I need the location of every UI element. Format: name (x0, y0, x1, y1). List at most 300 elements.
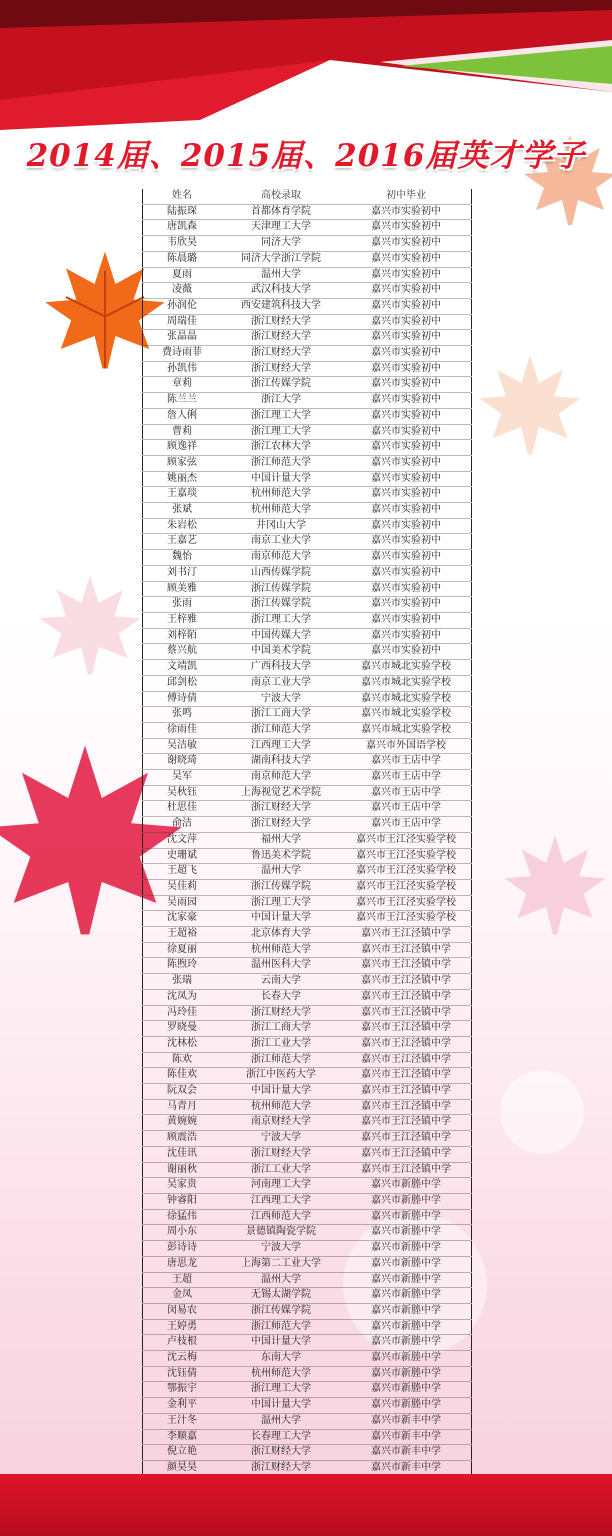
student-name: 沈凤为 (167, 990, 197, 1002)
middle-school: 嘉兴市实验初中 (371, 566, 441, 578)
student-name: 钟睿阳 (167, 1195, 197, 1206)
table-row (143, 455, 472, 471)
table-row (143, 660, 472, 676)
university: 同济大学浙江学院 (241, 252, 321, 264)
student-name: 王婷勇 (167, 1320, 197, 1332)
university: 浙江传媒学院 (251, 1304, 311, 1316)
middle-school: 嘉兴市王江泾镇中学 (361, 1022, 451, 1034)
middle-school: 嘉兴市王江泾镇中学 (361, 928, 451, 940)
university: 西安建筑科技大学 (241, 299, 321, 311)
table-row (143, 848, 472, 864)
table-row (143, 879, 472, 895)
student-name: 吴雨园 (167, 896, 197, 908)
middle-school: 嘉兴市王江泾实验学校 (356, 896, 456, 908)
student-name: 沈家豪 (167, 912, 197, 924)
university: 浙江理工大学 (251, 409, 311, 421)
table-header-row (143, 189, 472, 204)
table-row (143, 1052, 472, 1068)
student-name: 费诗雨菲 (162, 347, 202, 359)
university: 浙江师范大学 (251, 1320, 311, 1332)
table-row (143, 503, 472, 519)
table-row (143, 754, 472, 770)
student-name: 李顺嘉 (167, 1430, 197, 1442)
middle-school: 嘉兴市城北实验学校 (361, 708, 451, 720)
university: 长春理工大学 (251, 1430, 311, 1442)
university: 浙江财经大学 (251, 1147, 311, 1159)
university: 浙江工商大学 (251, 708, 311, 720)
header-university: 高校录取 (261, 190, 301, 201)
middle-school: 嘉兴市实验初中 (371, 394, 441, 406)
bottom-banner (0, 1474, 612, 1536)
university: 杭州师范大学 (251, 1367, 311, 1379)
middle-school: 嘉兴市王江泾镇中学 (361, 990, 451, 1002)
middle-school: 嘉兴市王江泾实验学校 (356, 865, 456, 877)
university: 浙江财经大学 (251, 331, 311, 343)
university: 浙江师范大学 (251, 723, 311, 735)
university: 景德镇陶瓷学院 (246, 1226, 316, 1238)
university: 浙江财经大学 (251, 818, 311, 830)
student-name: 沈佳讯 (167, 1147, 197, 1159)
middle-school: 嘉兴市实验初中 (371, 456, 441, 468)
student-name: 张斌 (172, 504, 192, 516)
student-name: 王嘉艺 (167, 535, 197, 547)
table-row (143, 1099, 472, 1115)
middle-school: 嘉兴市实验初中 (371, 268, 441, 280)
table-row (143, 518, 472, 534)
student-name: 徐夏丽 (167, 943, 197, 955)
table-row (143, 1146, 472, 1162)
middle-school: 嘉兴市王江泾镇中学 (361, 1069, 451, 1081)
middle-school: 嘉兴市新塍中学 (371, 1210, 441, 1222)
student-name: 顾震浩 (167, 1132, 197, 1144)
middle-school: 嘉兴市新丰中学 (371, 1414, 441, 1426)
middle-school: 嘉兴市实验初中 (371, 535, 441, 547)
university: 杭州师范大学 (251, 1100, 311, 1112)
student-name: 陈兰兰 (167, 394, 197, 406)
table-row (143, 1382, 472, 1398)
student-name: 沈钰倩 (167, 1367, 197, 1379)
table-row (143, 534, 472, 550)
student-name: 吴秋钰 (167, 786, 197, 798)
middle-school: 嘉兴市实验初中 (371, 409, 441, 421)
student-name: 史珊斌 (167, 849, 197, 861)
middle-school: 嘉兴市王江泾实验学校 (356, 912, 456, 924)
table-row (143, 801, 472, 817)
middle-school: 嘉兴市新塍中学 (371, 1336, 441, 1348)
middle-school: 嘉兴市王店中学 (371, 818, 441, 830)
table-row (143, 408, 472, 424)
table-row (143, 220, 472, 236)
table-row (143, 770, 472, 786)
table-row (143, 612, 472, 628)
student-name: 吴军 (172, 771, 192, 783)
middle-school: 嘉兴市实验初中 (371, 504, 441, 516)
student-name: 曹莉 (172, 425, 192, 437)
student-name: 沈林松 (167, 1037, 197, 1049)
middle-school: 嘉兴市王店中学 (371, 755, 441, 767)
table-row (143, 487, 472, 503)
university: 井冈山大学 (256, 519, 306, 531)
student-name: 唐思龙 (167, 1257, 197, 1269)
middle-school: 嘉兴市实验初中 (371, 582, 441, 594)
table-row (143, 393, 472, 409)
university: 杭州师范大学 (251, 488, 311, 500)
student-name: 王超 (172, 1273, 192, 1285)
university: 江西师范大学 (251, 1210, 311, 1222)
middle-school: 嘉兴市新丰中学 (371, 1461, 441, 1473)
university: 中国计量大学 (251, 1336, 311, 1348)
university: 中国计量大学 (251, 912, 311, 924)
student-name: 金凤 (172, 1289, 192, 1301)
student-name: 顾家弦 (167, 456, 197, 468)
maple-leaf-pink-icon (500, 830, 610, 940)
table-row (143, 1319, 472, 1335)
maple-leaf-pale-icon (30, 570, 150, 680)
middle-school: 嘉兴市实验初中 (371, 645, 441, 657)
middle-school: 嘉兴市王江泾镇中学 (361, 959, 451, 971)
table-row (143, 283, 472, 299)
student-name: 吴佳莉 (167, 880, 197, 892)
university: 南京工业大学 (251, 676, 311, 688)
student-name: 魏怡 (172, 551, 192, 563)
student-name: 冯玲佳 (167, 1006, 197, 1018)
middle-school: 嘉兴市新塍中学 (371, 1352, 441, 1364)
student-name: 王梓雅 (167, 613, 197, 625)
table-row (143, 738, 472, 754)
student-name: 周小东 (167, 1226, 197, 1238)
table-row (143, 675, 472, 691)
table-row (143, 1398, 472, 1414)
middle-school: 嘉兴市实验初中 (371, 441, 441, 453)
university: 浙江理工大学 (251, 1383, 311, 1395)
middle-school: 嘉兴市王江泾镇中学 (361, 975, 451, 987)
table-row (143, 722, 472, 738)
university: 浙江理工大学 (251, 425, 311, 437)
university: 浙江师范大学 (251, 1053, 311, 1065)
middle-school: 嘉兴市实验初中 (371, 347, 441, 359)
table-row (143, 1209, 472, 1225)
university: 浙江工业大学 (251, 1163, 311, 1175)
student-name: 陈佳欢 (167, 1069, 197, 1081)
table-row (143, 251, 472, 267)
table-row (143, 1445, 472, 1461)
middle-school: 嘉兴市王江泾镇中学 (361, 1163, 451, 1175)
student-name: 韦欣昊 (167, 237, 197, 249)
table-row (143, 204, 472, 220)
student-name: 罗晓曼 (167, 1022, 197, 1034)
table-row (143, 927, 472, 943)
university: 温州大学 (261, 1273, 301, 1285)
university: 湖南科技大学 (251, 755, 311, 767)
university: 浙江理工大学 (251, 613, 311, 625)
student-name: 顾美雅 (167, 582, 197, 594)
table-row (143, 691, 472, 707)
table-row (143, 1036, 472, 1052)
student-name: 孙凯伟 (167, 362, 197, 374)
middle-school: 嘉兴市新塍中学 (371, 1304, 441, 1316)
university: 福州大学 (261, 833, 301, 845)
student-name: 俞洁 (172, 818, 192, 830)
student-name: 张雨 (172, 598, 192, 610)
university: 浙江传媒学院 (251, 880, 311, 892)
middle-school: 嘉兴市实验初中 (371, 378, 441, 390)
table-row (143, 1194, 472, 1210)
middle-school: 嘉兴市王江泾镇中学 (361, 1037, 451, 1049)
university: 南京工业大学 (251, 535, 311, 547)
university: 浙江财经大学 (251, 1461, 311, 1473)
university: 江西理工大学 (251, 1195, 311, 1206)
table-row (143, 1005, 472, 1021)
university: 杭州师范大学 (251, 943, 311, 955)
student-name: 金利平 (167, 1399, 197, 1411)
university: 江西理工大学 (251, 739, 311, 751)
middle-school: 嘉兴市王江泾镇中学 (361, 1116, 451, 1128)
bubble-icon (498, 1068, 586, 1156)
student-name: 夏雨 (172, 268, 192, 280)
poster-title: 2014届、2015届、2016届英才学子 (26, 138, 586, 174)
middle-school: 嘉兴市王店中学 (371, 771, 441, 783)
table-row (143, 581, 472, 597)
university: 浙江财经大学 (251, 1446, 311, 1458)
student-name: 沈云梅 (167, 1352, 197, 1364)
university: 上海第二工业大学 (241, 1257, 321, 1269)
middle-school: 嘉兴市实验初中 (371, 613, 441, 625)
table-row (143, 1225, 472, 1241)
middle-school: 嘉兴市新塍中学 (371, 1257, 441, 1269)
middle-school: 嘉兴市王店中学 (371, 786, 441, 798)
university: 浙江大学 (261, 394, 301, 406)
university: 浙江财经大学 (251, 347, 311, 359)
table-row (143, 1272, 472, 1288)
table-row (143, 1131, 472, 1147)
student-name: 顾逸祥 (167, 441, 197, 453)
student-name: 黄婉婉 (167, 1116, 197, 1128)
table-row (143, 550, 472, 566)
university: 浙江师范大学 (251, 456, 311, 468)
university: 温州大学 (261, 865, 301, 877)
middle-school: 嘉兴市城北实验学校 (361, 692, 451, 704)
university: 宁波大学 (261, 1132, 301, 1144)
university: 武汉科技大学 (251, 284, 311, 296)
student-table-wrap (142, 189, 470, 1473)
student-name: 吴家贵 (167, 1179, 197, 1191)
student-name: 马青月 (167, 1100, 197, 1112)
middle-school: 嘉兴市王江泾实验学校 (356, 849, 456, 861)
university: 中国计量大学 (251, 1085, 311, 1097)
middle-school: 嘉兴市新塍中学 (371, 1195, 441, 1206)
student-name: 倪立艳 (167, 1446, 197, 1458)
university: 首都体育学院 (251, 205, 311, 217)
table-row (143, 1429, 472, 1445)
table-row (143, 440, 472, 456)
university: 南京师范大学 (251, 551, 311, 563)
student-name: 文靖凯 (167, 661, 197, 673)
middle-school: 嘉兴市新塍中学 (371, 1179, 441, 1191)
middle-school: 嘉兴市新塍中学 (371, 1320, 441, 1332)
middle-school: 嘉兴市新塍中学 (371, 1289, 441, 1301)
table-row (143, 1351, 472, 1367)
university: 温州医科大学 (251, 959, 311, 971)
university: 浙江财经大学 (251, 315, 311, 327)
table-row (143, 864, 472, 880)
student-name: 鄂振宇 (167, 1383, 197, 1395)
university: 云南大学 (261, 975, 301, 987)
table-row (143, 1068, 472, 1084)
middle-school: 嘉兴市城北实验学校 (361, 723, 451, 735)
table-row (143, 707, 472, 723)
university: 南京师范大学 (251, 771, 311, 783)
middle-school: 嘉兴市实验初中 (371, 237, 441, 249)
university: 广西科技大学 (251, 661, 311, 673)
table-row (143, 236, 472, 252)
student-name: 杜思佳 (167, 802, 197, 814)
university: 鲁迅美术学院 (251, 849, 311, 861)
university: 东南大学 (261, 1352, 301, 1364)
table-row (143, 1413, 472, 1429)
table-row (143, 895, 472, 911)
table-row (143, 1335, 472, 1351)
middle-school: 嘉兴市实验初中 (371, 519, 441, 531)
table-row (143, 832, 472, 848)
university: 浙江理工大学 (251, 896, 311, 908)
university: 浙江传媒学院 (251, 378, 311, 390)
table-row (143, 1162, 472, 1178)
university: 浙江传媒学院 (251, 582, 311, 594)
university: 中国计量大学 (251, 1399, 311, 1411)
student-name: 王超裕 (167, 928, 197, 940)
middle-school: 嘉兴市实验初中 (371, 425, 441, 437)
table-row (143, 330, 472, 346)
middle-school: 嘉兴市实验初中 (371, 284, 441, 296)
middle-school: 嘉兴市王江泾镇中学 (361, 1006, 451, 1018)
table-row (143, 267, 472, 283)
table-row (143, 1021, 472, 1037)
student-name: 王超飞 (167, 865, 197, 877)
university: 宁波大学 (261, 1242, 301, 1254)
table-row (143, 471, 472, 487)
middle-school: 嘉兴市新丰中学 (371, 1430, 441, 1442)
middle-school: 嘉兴市城北实验学校 (361, 661, 451, 673)
university: 天津理工大学 (251, 221, 311, 233)
student-name: 陈欢 (172, 1053, 192, 1065)
student-name: 陈晨璐 (167, 252, 197, 264)
university: 浙江工业大学 (251, 1037, 311, 1049)
middle-school: 嘉兴市实验初中 (371, 299, 441, 311)
student-name: 王汁冬 (167, 1414, 197, 1426)
middle-school: 嘉兴市实验初中 (371, 205, 441, 217)
table-row (143, 597, 472, 613)
student-name: 卢枝根 (167, 1336, 197, 1348)
university: 河南理工大学 (251, 1179, 311, 1191)
university: 浙江财经大学 (251, 802, 311, 814)
university: 浙江中医药大学 (246, 1069, 316, 1081)
middle-school: 嘉兴市新丰中学 (371, 1446, 441, 1458)
student-name: 张瑞 (172, 975, 192, 987)
university: 中国美术学院 (251, 645, 311, 657)
maple-leaf-faint-icon (470, 350, 590, 460)
middle-school: 嘉兴市王江泾实验学校 (356, 880, 456, 892)
table-row (143, 942, 472, 958)
middle-school: 嘉兴市王店中学 (371, 802, 441, 814)
university: 浙江工商大学 (251, 1022, 311, 1034)
university: 杭州师范大学 (251, 504, 311, 516)
university: 浙江农林大学 (251, 441, 311, 453)
student-name: 颜昊昊 (167, 1461, 197, 1473)
table-row (143, 785, 472, 801)
student-name: 姚丽杰 (167, 472, 197, 484)
university: 浙江传媒学院 (251, 598, 311, 610)
student-name: 阮双会 (167, 1085, 197, 1097)
student-name: 王嘉琰 (167, 488, 197, 500)
university: 中国计量大学 (251, 472, 311, 484)
middle-school: 嘉兴市实验初中 (371, 331, 441, 343)
middle-school: 嘉兴市王江泾镇中学 (361, 1147, 451, 1159)
student-name: 傅诗倩 (167, 692, 197, 704)
student-name: 朱岩松 (167, 519, 197, 531)
university: 温州大学 (261, 1414, 301, 1426)
header-name: 姓名 (172, 190, 192, 201)
table-row (143, 1288, 472, 1304)
student-name: 凌薇 (172, 284, 192, 296)
student-name: 邱剑松 (167, 676, 197, 688)
table-row (143, 298, 472, 314)
table-row (143, 911, 472, 927)
student-name: 蔡兴航 (167, 645, 197, 657)
table-row (143, 361, 472, 377)
middle-school: 嘉兴市实验初中 (371, 252, 441, 264)
student-name: 周瑞佳 (167, 315, 197, 327)
university: 北京体育大学 (251, 928, 311, 940)
student-name: 彭诗诗 (167, 1242, 197, 1254)
student-name: 章莉 (172, 378, 192, 390)
middle-school: 嘉兴市王江泾镇中学 (361, 1085, 451, 1097)
table-row (143, 1178, 472, 1194)
table-row (143, 1115, 472, 1131)
student-name: 徐猛伟 (167, 1210, 197, 1222)
student-name: 吴洁敏 (167, 739, 197, 751)
table-body (143, 204, 472, 1536)
university: 长春大学 (261, 990, 301, 1002)
middle-school: 嘉兴市新塍中学 (371, 1273, 441, 1285)
university: 山西传媒学院 (251, 566, 311, 578)
middle-school: 嘉兴市实验初中 (371, 551, 441, 563)
student-name: 张鸣 (172, 708, 192, 720)
student-name: 刘梓陌 (167, 629, 197, 641)
header-middle-school: 初中毕业 (386, 190, 426, 201)
university: 浙江财经大学 (251, 362, 311, 374)
student-table (142, 189, 472, 1536)
table-row (143, 314, 472, 330)
middle-school: 嘉兴市新塍中学 (371, 1383, 441, 1395)
table-row (143, 424, 472, 440)
middle-school: 嘉兴市王江泾镇中学 (361, 1132, 451, 1144)
table-row (143, 989, 472, 1005)
middle-school: 嘉兴市新塍中学 (371, 1242, 441, 1254)
middle-school: 嘉兴市实验初中 (371, 362, 441, 374)
table-row (143, 974, 472, 990)
table-row (143, 817, 472, 833)
university: 南京财经大学 (251, 1116, 311, 1128)
table-row (143, 1084, 472, 1100)
table-row (143, 958, 472, 974)
middle-school: 嘉兴市实验初中 (371, 629, 441, 641)
middle-school: 嘉兴市实验初中 (371, 598, 441, 610)
middle-school: 嘉兴市新塍中学 (371, 1399, 441, 1411)
middle-school: 嘉兴市外国语学校 (366, 739, 446, 751)
student-name: 唐凯森 (167, 221, 197, 233)
table-row (143, 1303, 472, 1319)
table-row (143, 1256, 472, 1272)
